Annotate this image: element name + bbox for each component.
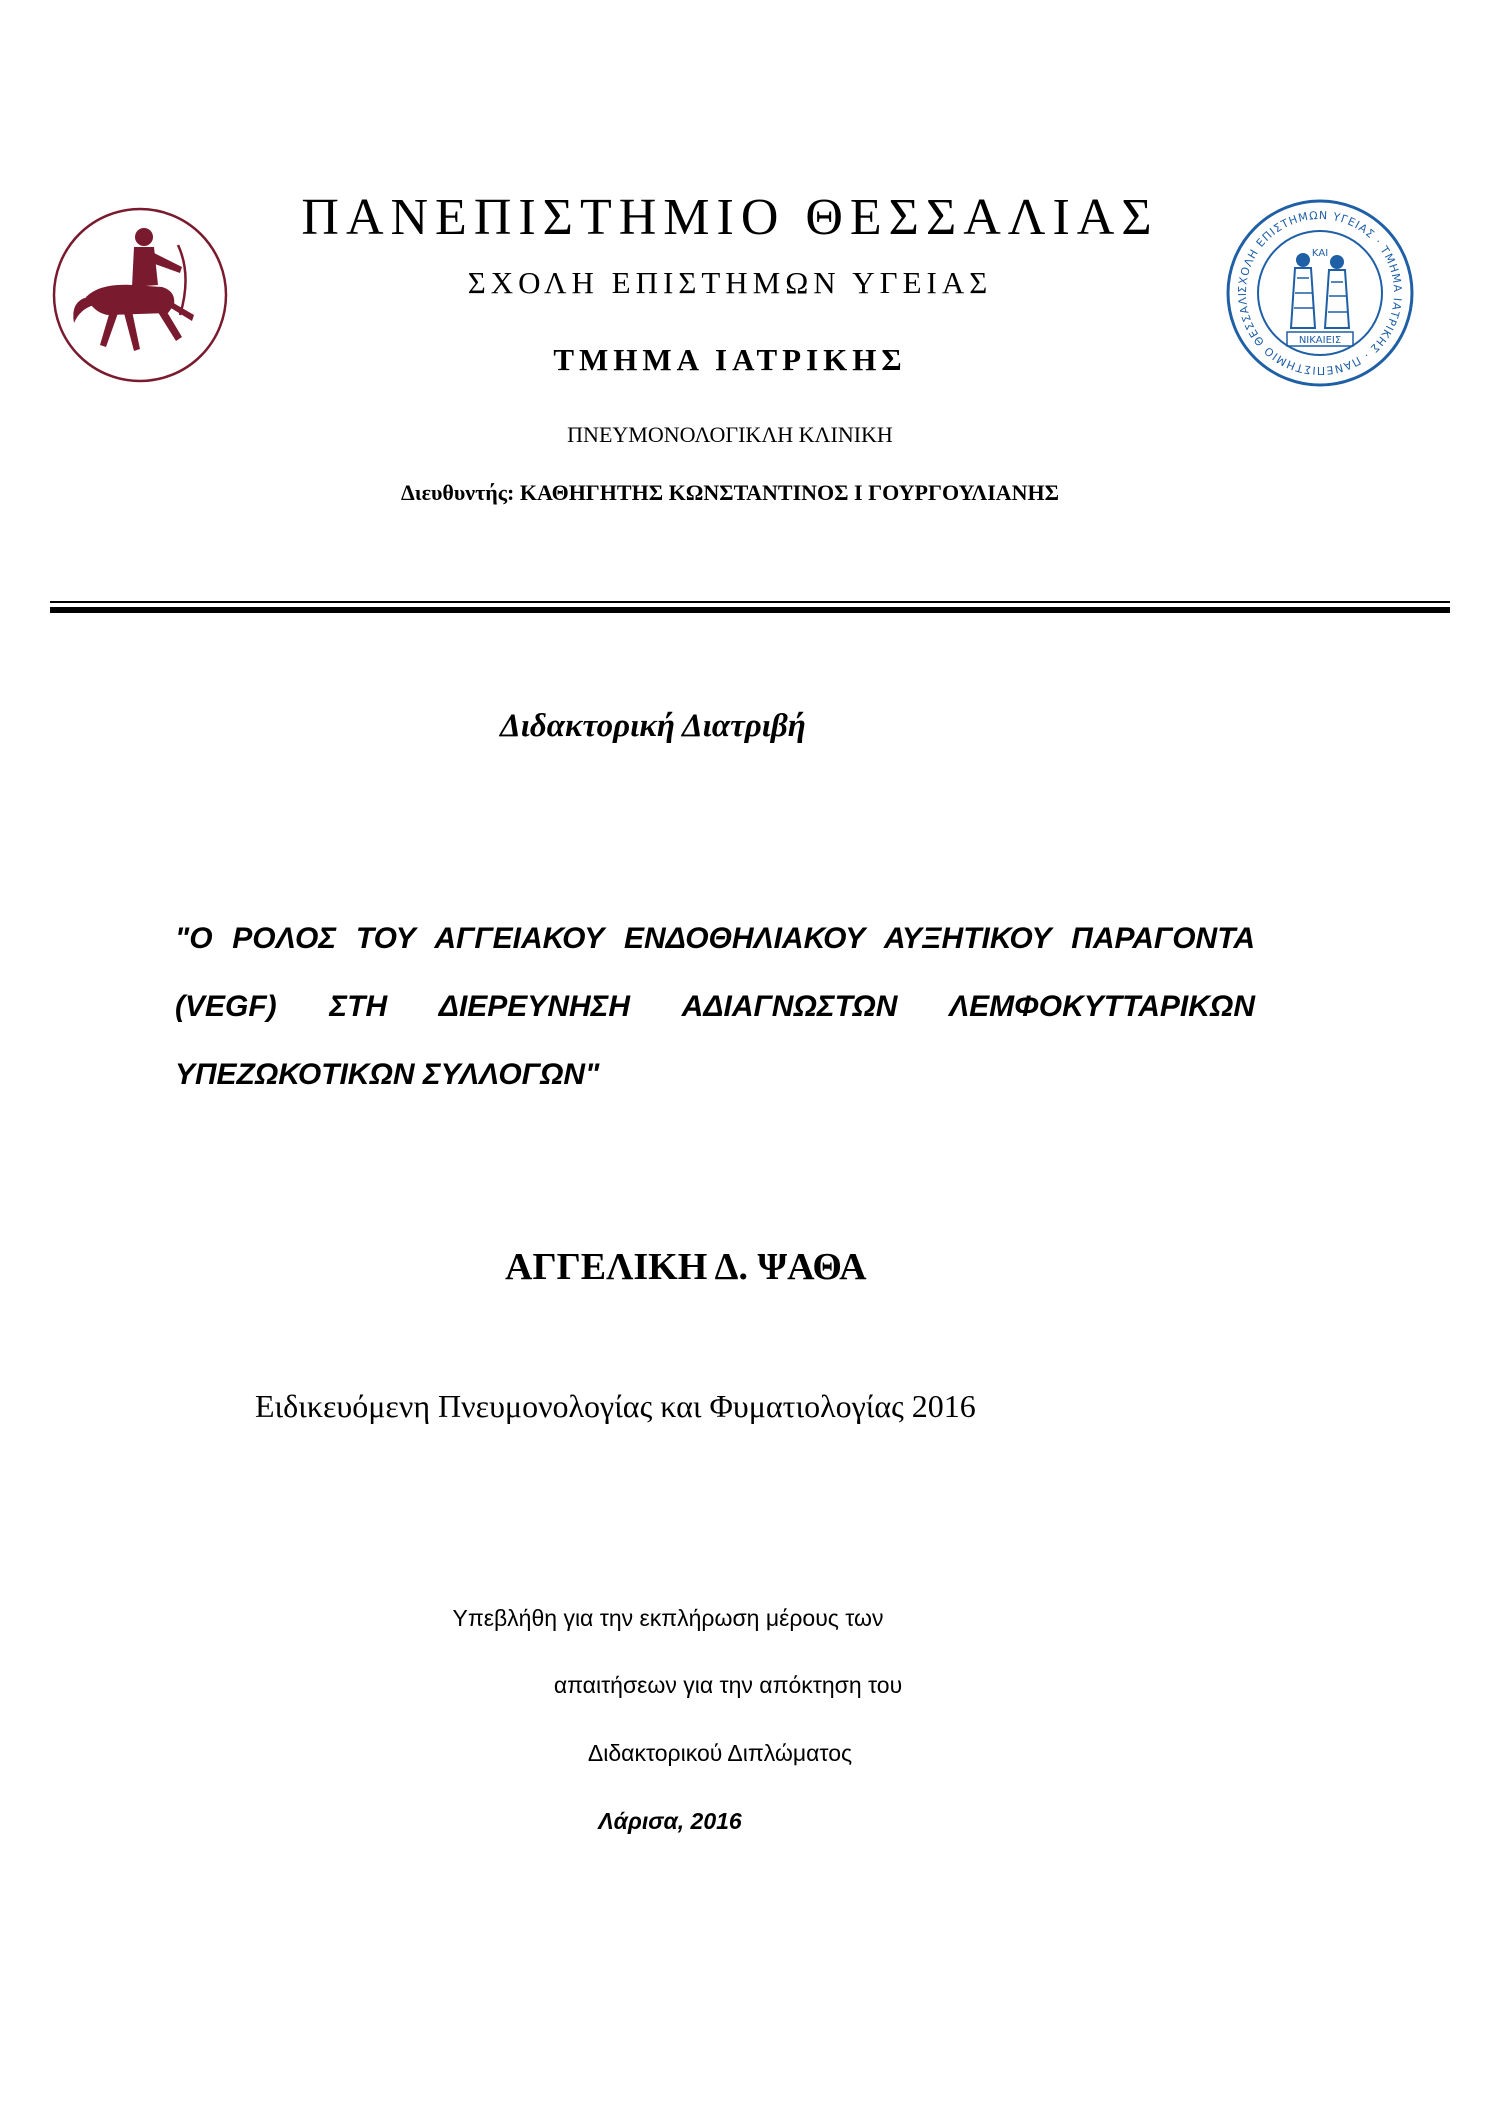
department-name: ΤΜΗΜΑ ΙΑΤΡΙΚΗΣ xyxy=(553,342,907,377)
university-name: ΠΑΝΕΠΙΣΤΗΜΙΟ ΘΕΣΣΑΛΙΑΣ xyxy=(301,189,1159,246)
director-label: Διευθυντής: xyxy=(400,480,515,505)
svg-text:ΝΙΚΑΙΕΙΣ: ΝΙΚΑΙΕΙΣ xyxy=(1298,335,1342,346)
school-name: ΣΧΟΛΗ ΕΠΙΣΤΗΜΩΝ ΥΓΕΙΑΣ xyxy=(467,265,993,300)
director-name: ΚΑΘΗΓΗΤΗΣ ΚΩΝΣΤΑΝΤΙΝΟΣ Ι ΓΟΥΡΓΟΥΛΙΑΝΗΣ xyxy=(519,480,1060,505)
submission-line-2: απαιτήσεων για την απόκτηση του xyxy=(553,1672,903,1698)
header-divider-thick xyxy=(50,607,1450,613)
svg-text:ΚΑΙ: ΚΑΙ xyxy=(1311,248,1329,259)
director-line xyxy=(250,480,1210,506)
author-specialty: Ειδικευόμενη Πνευμονολογίας και Φυματιολογίας 2016 xyxy=(255,1388,976,1424)
header-divider-thin xyxy=(50,601,1450,603)
author-name: ΑΓΓΕΛΙΚΗ Δ. ΨΑΘΑ xyxy=(505,1246,867,1288)
centaur-logo-icon xyxy=(50,205,230,385)
medical-school-seal-icon xyxy=(1225,198,1415,388)
medical-school-seal xyxy=(1225,198,1415,388)
document-type: Διδακτορική Διατριβή xyxy=(500,708,806,744)
clinic-name: ΠΝΕΥΜΟΝΟΛΟΓΙΚΛΗ ΚΛΙΝΙΚΗ xyxy=(567,422,893,447)
submission-line-3: Διδακτορικού Διπλώματος xyxy=(587,1740,853,1766)
place-date: Λάρισα, 2016 xyxy=(598,1808,742,1834)
submission-line-1: Υπεβλήθη για την εκπλήρωση μέρους των xyxy=(452,1605,884,1631)
thesis-title: "Ο ΡΟΛΟΣ ΤΟΥ ΑΓΓΕΙΑΚΟΥ ΕΝΔΟΘΗΛΙΑΚΟΥ ΑΥΞΗΤΙΚΟΥ ΠΑΡΑΓΟΝΤΑ (VEGF) ΣΤΗ ΔΙΕΡΕΥΝΗΣΗ ΑΔΙΑΓΝΩΣΤΩΝ ΛΕΜΦΟΚΥΤΤΑΡΙΚΩΝ ΥΠΕΖΩΚΟΤΙΚΩΝ ΣΥΛΛΟΓΩΝ" xyxy=(175,922,1255,1091)
svg-text:ΣΧΟΛΗ ΕΠΙΣΤΗΜΩΝ ΥΓΕΙΑΣ · ΤΜΗΜΑ: ΣΧΟΛΗ ΕΠΙΣΤΗΜΩΝ ΥΓΕΙΑΣ · ΤΜΗΜΑ ΙΑΤΡΙΚΗΣ · ΠΑΝΕΠΙΣΤΗΜΙΟ ΘΕΣΣΑΛΙ xyxy=(1235,208,1405,378)
university-logo-left xyxy=(50,205,230,385)
